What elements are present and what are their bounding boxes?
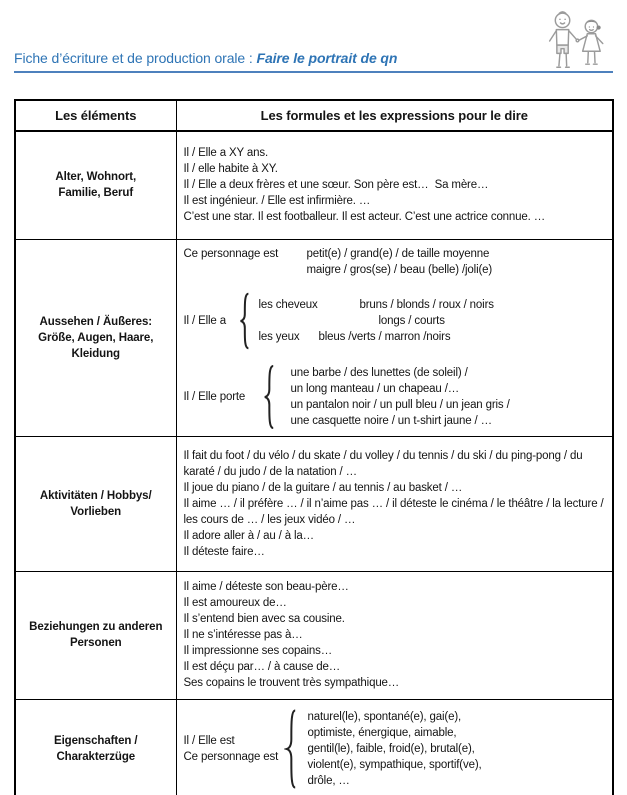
- brace-icon: [238, 292, 251, 350]
- formula-line: C’est une star. Il est footballeur. Il est acteur. C’est une actrice connue. …: [183, 211, 546, 224]
- formula-label: Ce personnage est: [183, 751, 279, 764]
- formula-line: gentil(le), faible, froid(e), brutal(e),: [307, 743, 475, 756]
- wears-values: [291, 365, 510, 429]
- formula-line: Il impressionne ses copains…: [183, 645, 333, 657]
- element-cell-identity: [15, 131, 176, 239]
- formula-line: petit(e) / grand(e) / de taille moyenne: [306, 247, 490, 260]
- children-holding-hands-icon: [545, 10, 611, 74]
- formulas-cell-appearance: [176, 239, 613, 436]
- value-hair-2: longs / courts: [378, 314, 445, 327]
- formula-line: Il aime … / il préfère … / il n’aime pas … / il déteste le cinéma / le théâtre / la lecture / les cours de … / les jeux vidéo / …: [183, 497, 607, 526]
- value-eyes: bleus /verts / marron /noirs: [318, 330, 451, 343]
- value-hair: bruns / blonds / roux / noirs: [359, 298, 494, 311]
- element-cell-appearance: [15, 239, 176, 436]
- formula-line: Ses copains le trouvent très sympathique…: [183, 677, 400, 689]
- formula-line: un long manteau / un chapeau /…: [290, 382, 460, 395]
- formula-line: [259, 297, 494, 313]
- formula-line: Il aime / déteste son beau-père…: [183, 581, 349, 593]
- traits-labels: [184, 733, 284, 765]
- column-header-elements: Les éléments: [15, 100, 176, 131]
- formula-line: drôle, …: [307, 775, 350, 788]
- formulas-cell-traits: [176, 699, 613, 795]
- element-label-line: Aussehen / Äußeres:: [39, 315, 152, 328]
- formula-line: un pantalon noir / un pull bleu / un jean gris /: [290, 398, 510, 411]
- element-label-line: Kleidung: [71, 347, 120, 360]
- element-label-line: Familie, Beruf: [58, 187, 134, 200]
- traits-group: [184, 708, 606, 790]
- formula-line: Il est déçu par… / à cause de…: [183, 661, 341, 673]
- has-values: [259, 297, 494, 345]
- formula-label: Ce personnage est: [183, 247, 279, 260]
- formula-line: une barbe / des lunettes (de soleil) /: [290, 366, 468, 379]
- table-row-traits: [15, 699, 613, 795]
- element-label-line: Personen: [69, 637, 122, 649]
- formulas-cell-activities: [176, 436, 613, 571]
- formulas-cell-identity: [176, 131, 613, 239]
- title-prefix: Fiche d’écriture et de production orale :: [14, 50, 257, 66]
- portrait-table: [14, 99, 614, 795]
- formula-line: naturel(le), spontané(e), gai(e),: [307, 711, 462, 724]
- intro-values: [307, 246, 493, 278]
- formula-line: Il adore aller à / au / à la…: [183, 529, 315, 542]
- table-row-activities: [15, 436, 613, 571]
- formula-line: Il s’entend bien avec sa cousine.: [183, 613, 345, 625]
- appearance-has-group: [184, 292, 606, 350]
- term-eyes: les yeux: [258, 330, 300, 343]
- formula-line: optimiste, énergique, aimable,: [307, 727, 457, 740]
- formulas-cell-relations: [176, 571, 613, 699]
- formula-line: Il ne s’intéresse pas à…: [183, 629, 303, 641]
- brace-icon: [284, 708, 298, 790]
- document-header: [14, 0, 613, 73]
- table-row-relations: [15, 571, 613, 699]
- table-row-appearance: [15, 239, 613, 436]
- element-cell-relations: [15, 571, 176, 699]
- formula-line: violent(e), sympathique, sportif(ve),: [307, 759, 482, 772]
- brace-icon: [262, 364, 276, 430]
- formula-line: [259, 313, 494, 329]
- formula-line: Il / Elle a deux frères et une sœur. Son père est… Sa mère…: [183, 179, 489, 192]
- formula-line: Il est ingénieur. / Elle est infirmière. …: [183, 195, 371, 208]
- formula-line: Il fait du foot / du vélo / du skate / du volley / du tennis / du ski / du ping-pong / du karaté / du judo / de la natation / …: [183, 449, 586, 478]
- element-label-line: Alter, Wohnort,: [55, 171, 137, 184]
- formula-line: maigre / gros(se) / beau (belle) /joli(e): [306, 263, 493, 276]
- term-hair: les cheveux: [258, 298, 318, 311]
- element-label-line: Vorlieben: [70, 505, 122, 518]
- formula-label: Il / Elle porte: [183, 390, 246, 403]
- element-label-line: Aktivitäten / Hobbys/: [39, 489, 152, 502]
- formula-line: Il / Elle a XY ans.: [183, 147, 269, 160]
- title-emphasis: Faire le portrait de qn: [256, 50, 398, 66]
- formula-line: Il / elle habite à XY.: [183, 163, 278, 176]
- element-cell-traits: [15, 699, 176, 795]
- appearance-wears-group: [184, 364, 606, 430]
- column-header-formulas: Les formules et les expressions pour le dire: [176, 100, 613, 131]
- appearance-intro-group: [184, 246, 606, 278]
- element-label-line: Beziehungen zu anderen: [29, 621, 163, 633]
- formula-line: [259, 329, 494, 345]
- formula-line: une casquette noire / un t-shirt jaune / …: [290, 414, 492, 427]
- page-title: [14, 50, 397, 71]
- element-label-line: Eigenschaften /: [54, 735, 138, 748]
- formula-line: Il joue du piano / de la guitare / au tennis / au basket / …: [183, 481, 463, 494]
- table-header-row: [15, 100, 613, 131]
- table-row-identity: [15, 131, 613, 239]
- formula-line: Il déteste faire…: [183, 545, 265, 558]
- formula-label: Il / Elle a: [183, 314, 226, 327]
- formula-label: Il / Elle est: [183, 735, 235, 748]
- formula-line: Il est amoureux de…: [183, 597, 287, 609]
- element-label-line: Charakterzüge: [56, 751, 136, 764]
- element-cell-activities: [15, 436, 176, 571]
- element-label-line: Größe, Augen, Haare,: [38, 331, 154, 344]
- traits-adjectives: [308, 709, 482, 789]
